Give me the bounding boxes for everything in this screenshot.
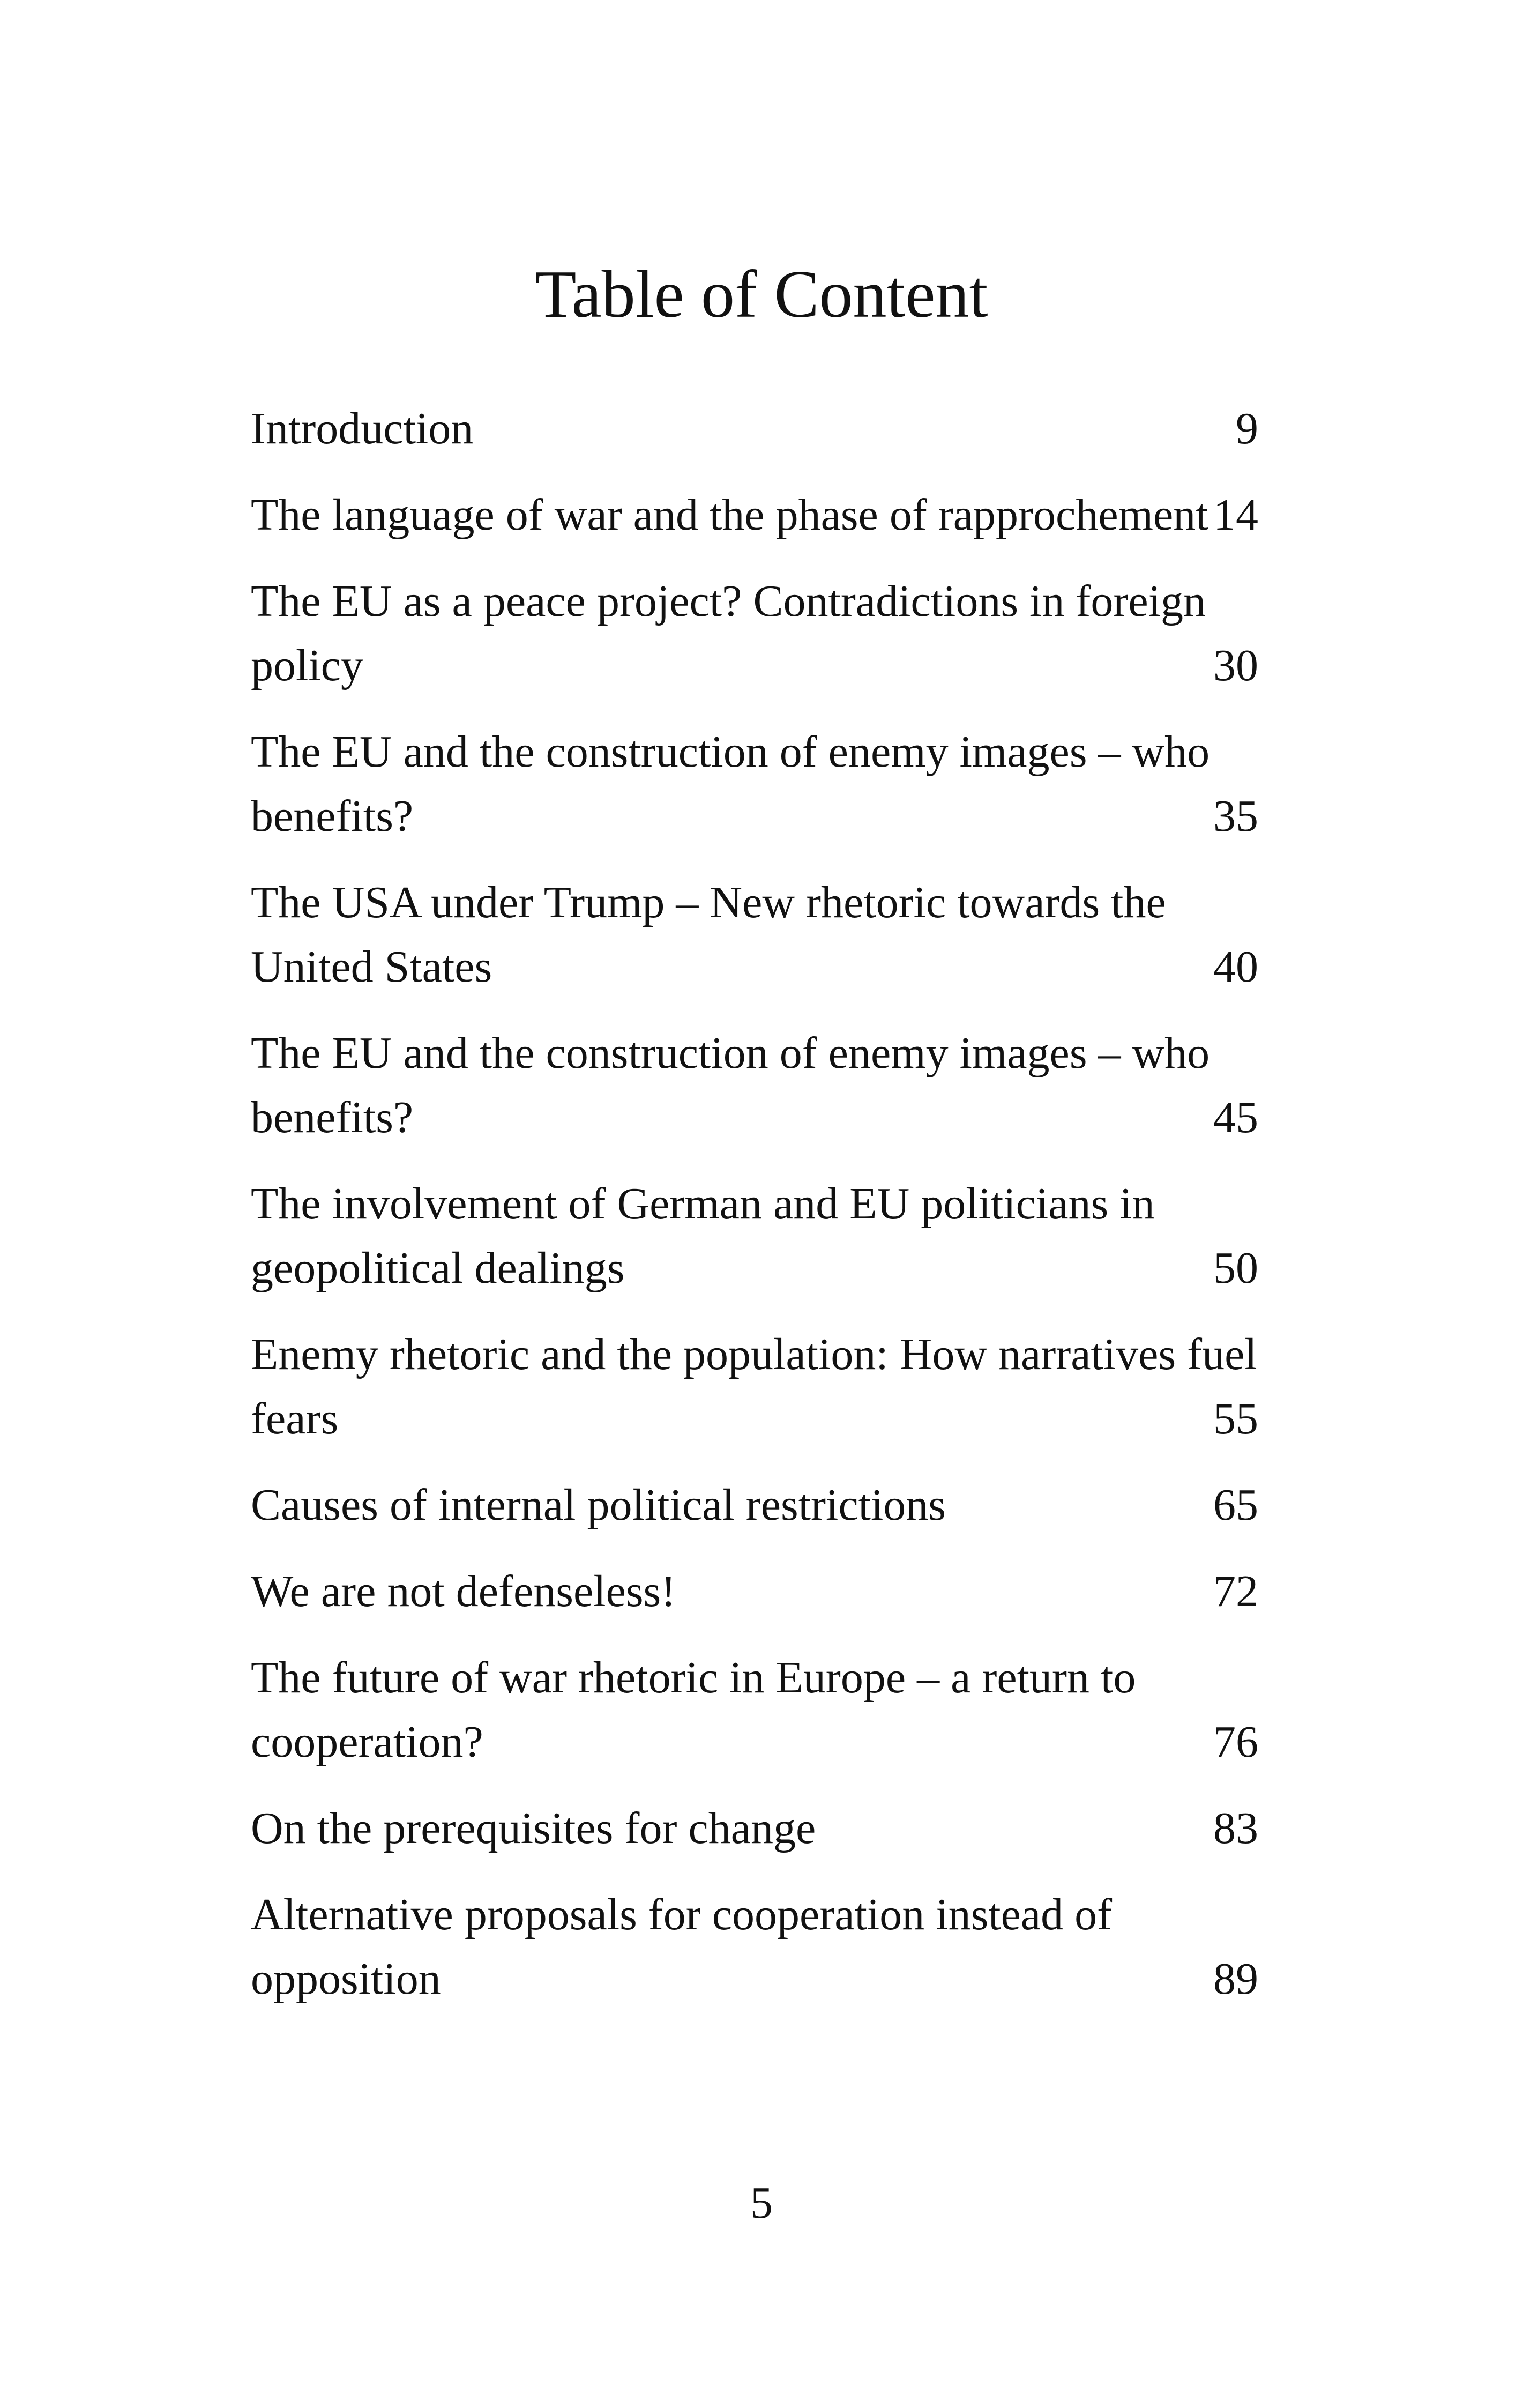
toc-entry-page: 89	[1213, 1954, 1258, 2004]
toc-entry-page: 30	[1213, 641, 1258, 690]
toc-entry-page: 50	[1213, 1243, 1258, 1293]
table-of-contents	[251, 397, 1258, 2033]
toc-entry	[251, 1559, 1258, 1624]
toc-entry-page: 45	[1213, 1092, 1258, 1142]
toc-entry-title: We are not defenseless!	[251, 1566, 676, 1616]
toc-entry-title: Alternative proposals for cooperation instead of opposition	[251, 1890, 1113, 2004]
toc-entry-page: 40	[1213, 942, 1258, 992]
page-number: 5	[750, 2178, 773, 2228]
toc-entry-title: The USA under Trump – New rhetoric towards the United States	[251, 878, 1166, 992]
toc-entry	[251, 1322, 1258, 1451]
toc-entry-page: 65	[1213, 1480, 1258, 1530]
toc-entry-title: On the prerequisites for change	[251, 1803, 816, 1853]
toc-entry-title: Enemy rhetoric and the population: How narratives fuel fears	[251, 1329, 1257, 1444]
toc-entry-page: 35	[1213, 791, 1258, 841]
toc-entry-title: The involvement of German and EU politicians in geopolitical dealings	[251, 1179, 1155, 1293]
toc-entry	[251, 1172, 1258, 1300]
toc-entry	[251, 569, 1258, 698]
toc-entry-page: 9	[1236, 404, 1258, 454]
toc-entry-title: The language of war and the phase of rapprochement	[251, 490, 1208, 540]
toc-entry-title: The EU and the construction of enemy images – who benefits?	[251, 1028, 1210, 1142]
toc-entry-title: The EU as a peace project? Contradictions in foreign policy	[251, 576, 1206, 690]
toc-entry-page: 83	[1213, 1803, 1258, 1853]
toc-entry	[251, 720, 1258, 849]
toc-entry-title: The EU and the construction of enemy images – who benefits?	[251, 727, 1210, 841]
toc-entry-title: Causes of internal political restrictions	[251, 1480, 946, 1530]
toc-entry	[251, 483, 1258, 547]
toc-entry-title: Introduction	[251, 404, 474, 454]
toc-entry	[251, 1021, 1258, 1150]
toc-entry-title: The future of war rhetoric in Europe – a return to cooperation?	[251, 1653, 1136, 1767]
toc-entry	[251, 1473, 1258, 1537]
toc-entry	[251, 1646, 1258, 1774]
toc-entry	[251, 871, 1258, 999]
toc-entry-page: 76	[1213, 1717, 1258, 1767]
toc-entry-page: 72	[1213, 1566, 1258, 1616]
toc-entry	[251, 1796, 1258, 1861]
toc-entry	[251, 397, 1258, 461]
toc-entry	[251, 1883, 1258, 2011]
toc-entry-page: 14	[1213, 490, 1258, 540]
toc-entry-page: 55	[1213, 1394, 1258, 1444]
page-title: Table of Content	[535, 257, 988, 332]
